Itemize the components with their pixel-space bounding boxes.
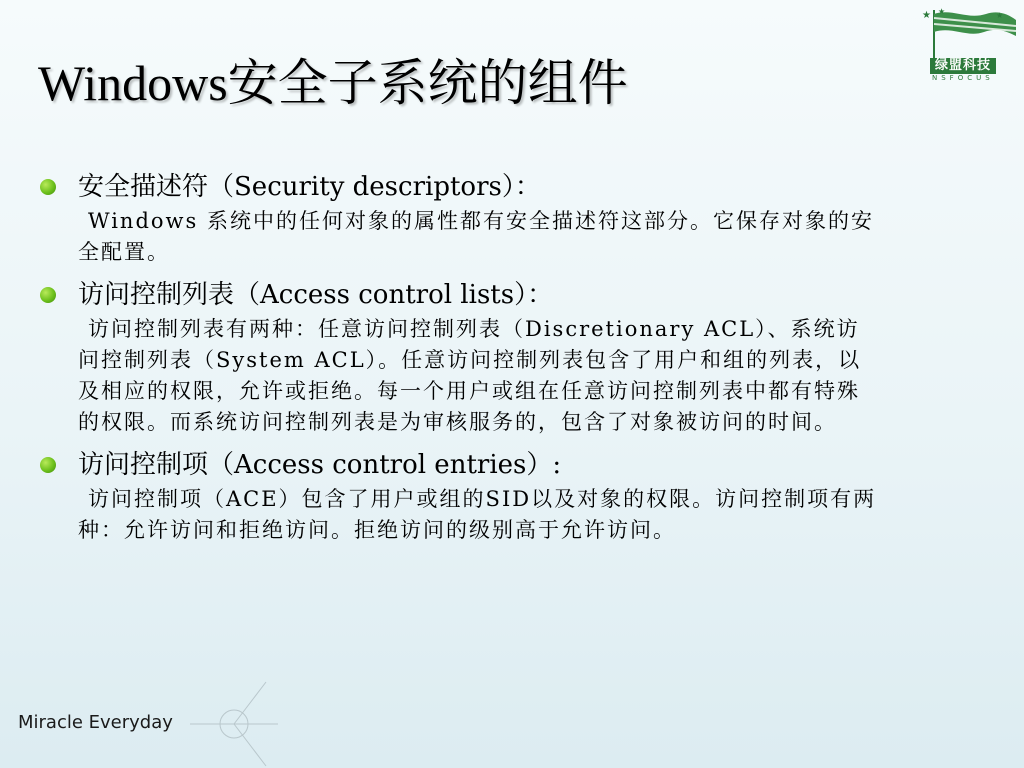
- section-heading: 安全描述符（Security descriptors）：: [78, 172, 541, 202]
- section-access-control-lists: [38, 276, 898, 438]
- section-body: 访问控制项（ACE）包含了用户或组的SID以及对象的权限。访问控制项有两种：允许访问和拒绝访问。拒绝访问的级别高于允许访问。: [78, 487, 877, 542]
- section-security-descriptors: [38, 168, 898, 268]
- section-body: 访问控制列表有两种：任意访问控制列表（Discretionary ACL）、系统访问控制列表（System ACL）。任意访问控制列表包含了用户和组的列表，以及相应的权限，允许或拒绝。每一个用户或组在任意访问控制列表中都有特殊的权限。而系统访问控制列表是为审核服务的，包含了对象被访问的时间。: [78, 317, 862, 434]
- section-body: Windows 系统中的任何对象的属性都有安全描述符这部分。它保存对象的安全配置。: [78, 209, 874, 264]
- bullet-icon: [40, 287, 56, 303]
- logo-subtitle: NSFOCUS: [932, 74, 994, 82]
- bullet-icon: [40, 179, 56, 195]
- section-heading: 访问控制项（Access control entries）:: [78, 450, 562, 480]
- svg-text:★: ★: [938, 7, 946, 16]
- slide-title: Windows安全子系统的组件: [38, 55, 628, 111]
- bullet-icon: [40, 457, 56, 473]
- svg-text:★: ★: [922, 10, 931, 21]
- decorative-graphic-icon: [190, 672, 300, 768]
- logo-text: 绿盟科技: [930, 58, 996, 74]
- footer-brand: Miracle Everyday: [18, 712, 173, 733]
- slide-content: [38, 168, 898, 554]
- section-heading: 访问控制列表（Access control lists）：: [78, 280, 554, 310]
- section-access-control-entries: [38, 446, 898, 546]
- svg-text:★: ★: [996, 11, 1004, 20]
